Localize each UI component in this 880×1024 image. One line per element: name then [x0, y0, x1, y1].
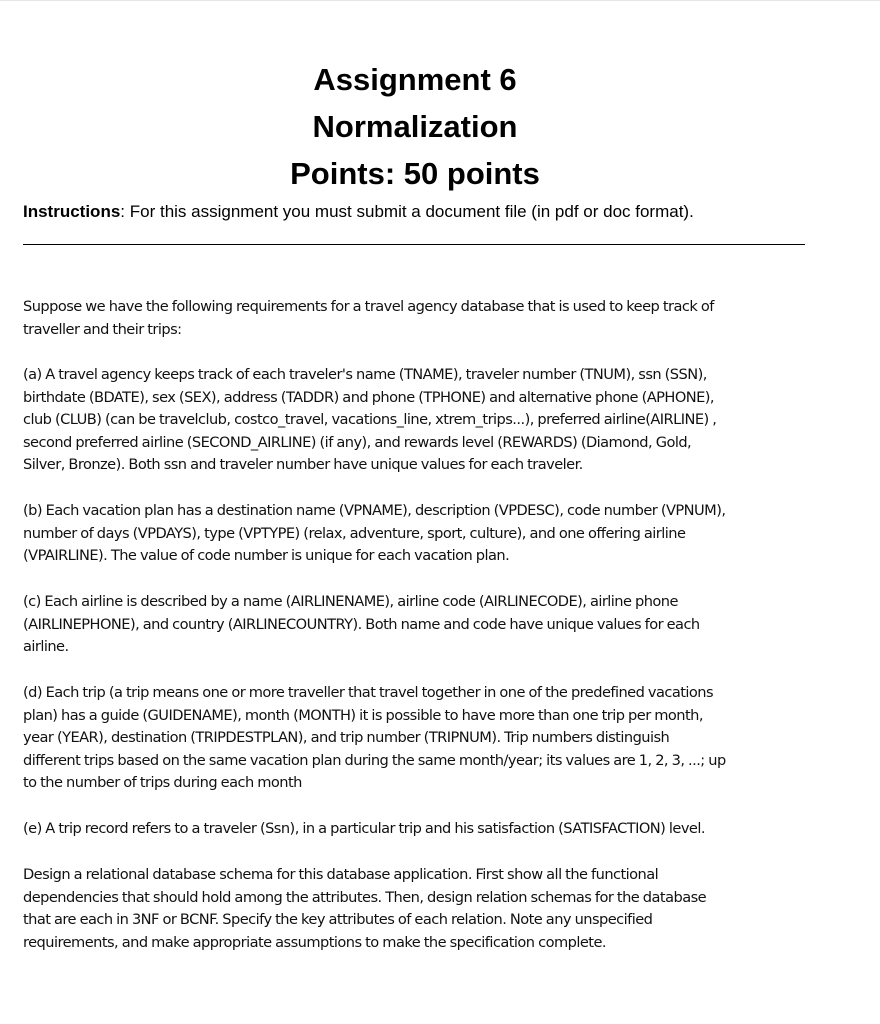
text-line: birthdate (BDATE), sex (SEX), address (TADDR) and phone (TPHONE) and alternative phone (APHONE), — [23, 388, 715, 406]
instructions-text: : For this assignment you must submit a document file (in pdf or doc format). — [120, 202, 694, 221]
instructions-label: Instructions — [23, 202, 121, 221]
text-line: dependencies that should hold among the attributes. Then, design relation schemas for the database — [23, 888, 707, 906]
text-line: to the number of trips during each month — [23, 774, 302, 792]
text-line: year (YEAR), destination (TRIPDESTPLAN), and trip number (TRIPNUM). Trip numbers distinguish — [23, 729, 670, 747]
text-line: plan) has a guide (GUIDENAME), month (MONTH) it is possible to have more than one trip per month, — [23, 706, 703, 724]
text-line: number of days (VPDAYS), type (VPTYPE) (relax, adventure, sport, culture), and one offering airline — [23, 524, 686, 542]
text-line: traveller and their trips: — [23, 320, 182, 338]
paragraph-a-traveler — [23, 364, 823, 477]
text-line: Suppose we have the following requirements for a travel agency database that is used to keep track of — [23, 298, 714, 315]
text-line: that are each in 3NF or BCNF. Specify the key attributes of each relation. Note any unspecified — [23, 911, 653, 929]
paragraph-d-trip — [23, 682, 823, 795]
paragraph-b-vacation-plan — [23, 500, 823, 568]
text-line: (d) Each trip (a trip means one or more traveller that travel together in one of the predefined vacations — [23, 684, 714, 701]
text-line: (b) Each vacation plan has a destination name (VPNAME), description (VPDESC), code number (VPNUM), — [23, 502, 726, 519]
paragraph-intro — [23, 296, 823, 341]
text-line: Silver, Bronze). Both ssn and traveler number have unique values for each traveler. — [23, 456, 583, 474]
title-assignment: Assignment 6 — [313, 62, 517, 97]
text-line: (VPAIRLINE). The value of code number is unique for each vacation plan. — [23, 547, 510, 565]
text-line: second preferred airline (SECOND_AIRLINE) (if any), and rewards level (REWARDS) (Diamond, Gold, — [23, 433, 692, 451]
page-top-border — [0, 0, 880, 1]
text-line: requirements, and make appropriate assumptions to make the specification complete. — [23, 933, 606, 951]
paragraph-design-task — [23, 864, 823, 954]
text-line: (e) A trip record refers to a traveler (Ssn), in a particular trip and his satisfaction (SATISFACTION) level. — [23, 820, 705, 837]
title-topic: Normalization — [312, 109, 518, 144]
horizontal-rule — [23, 244, 805, 245]
text-line: club (CLUB) (can be travelclub, costco_travel, vacations_line, xtrem_trips...), preferred airline(AIRLINE) , — [23, 411, 717, 429]
text-line: airline. — [23, 638, 69, 656]
title-points: Points: 50 points — [290, 156, 540, 191]
text-line: different trips based on the same vacation plan during the same month/year; its values are 1, 2, 3, ...; up — [23, 751, 726, 769]
instructions — [23, 202, 694, 222]
text-line: (AIRLINEPHONE), and country (AIRLINECOUNTRY). Both name and code have unique values for each — [23, 615, 700, 633]
text-line: (c) Each airline is described by a name (AIRLINENAME), airline code (AIRLINECODE), airline phone — [23, 593, 678, 610]
paragraph-c-airline — [23, 591, 823, 659]
text-line: Design a relational database schema for this database application. First show all the functional — [23, 866, 659, 883]
paragraph-e-trip-record — [23, 818, 823, 841]
text-line: (a) A travel agency keeps track of each traveler's name (TNAME), traveler number (TNUM), ssn (SSN), — [23, 366, 707, 383]
